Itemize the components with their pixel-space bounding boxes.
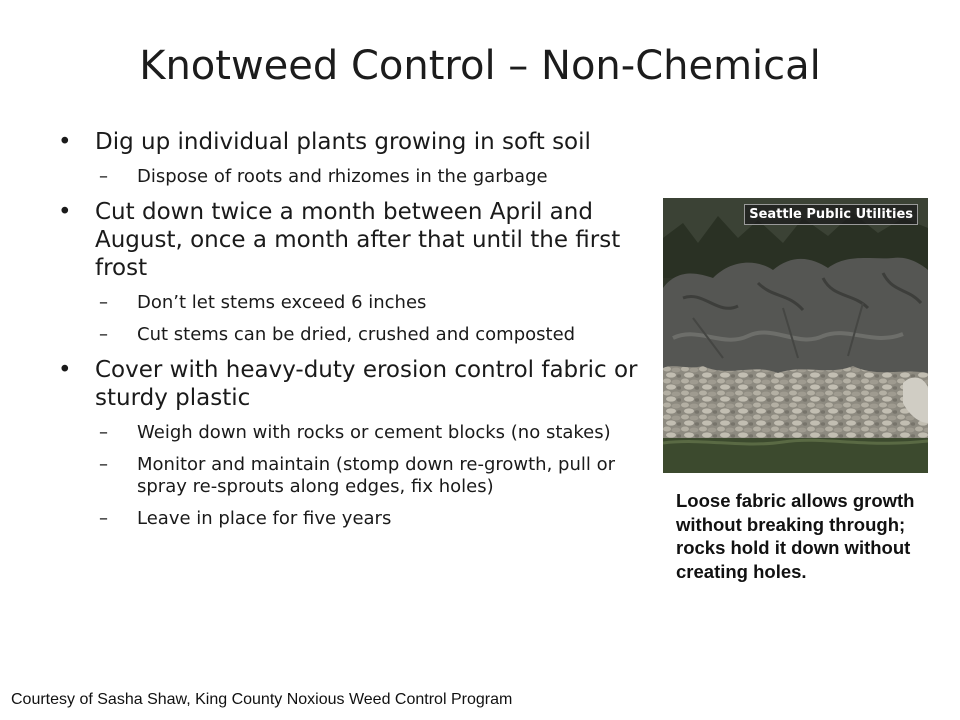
- sub-bullet-item: – Leave in place for five years: [58, 508, 648, 530]
- bullet-item: • Cut down twice a month between April and August, once a month after that until the first frost: [58, 198, 648, 282]
- sub-bullet-item: – Don’t let stems exceed 6 inches: [58, 292, 648, 314]
- sub-bullet-item: – Dispose of roots and rhizomes in the garbage: [58, 166, 648, 188]
- sub-bullet-item: – Monitor and maintain (stomp down re-growth, pull or spray re-sprouts along edges, fix holes): [58, 454, 648, 498]
- fabric-cover-photo: [663, 198, 928, 473]
- slide-title: Knotweed Control – Non-Chemical: [139, 43, 821, 89]
- footer-credit: Courtesy of Sasha Shaw, King County Noxious Weed Control Program: [11, 691, 513, 708]
- sub-bullet-item: – Cut stems can be dried, crushed and composted: [58, 324, 648, 346]
- bullet-item: • Dig up individual plants growing in soft soil: [58, 128, 648, 156]
- photo-caption: Loose fabric allows growth without breaking through; rocks hold it down without creating holes.: [676, 490, 915, 582]
- sub-bullet-item: – Weigh down with rocks or cement blocks (no stakes): [58, 422, 648, 444]
- photo-illustration: [663, 198, 928, 473]
- photo-credit-label: Seattle Public Utilities: [744, 204, 918, 225]
- bullet-list: [58, 128, 648, 540]
- bullet-item: • Cover with heavy-duty erosion control fabric or sturdy plastic: [58, 356, 648, 412]
